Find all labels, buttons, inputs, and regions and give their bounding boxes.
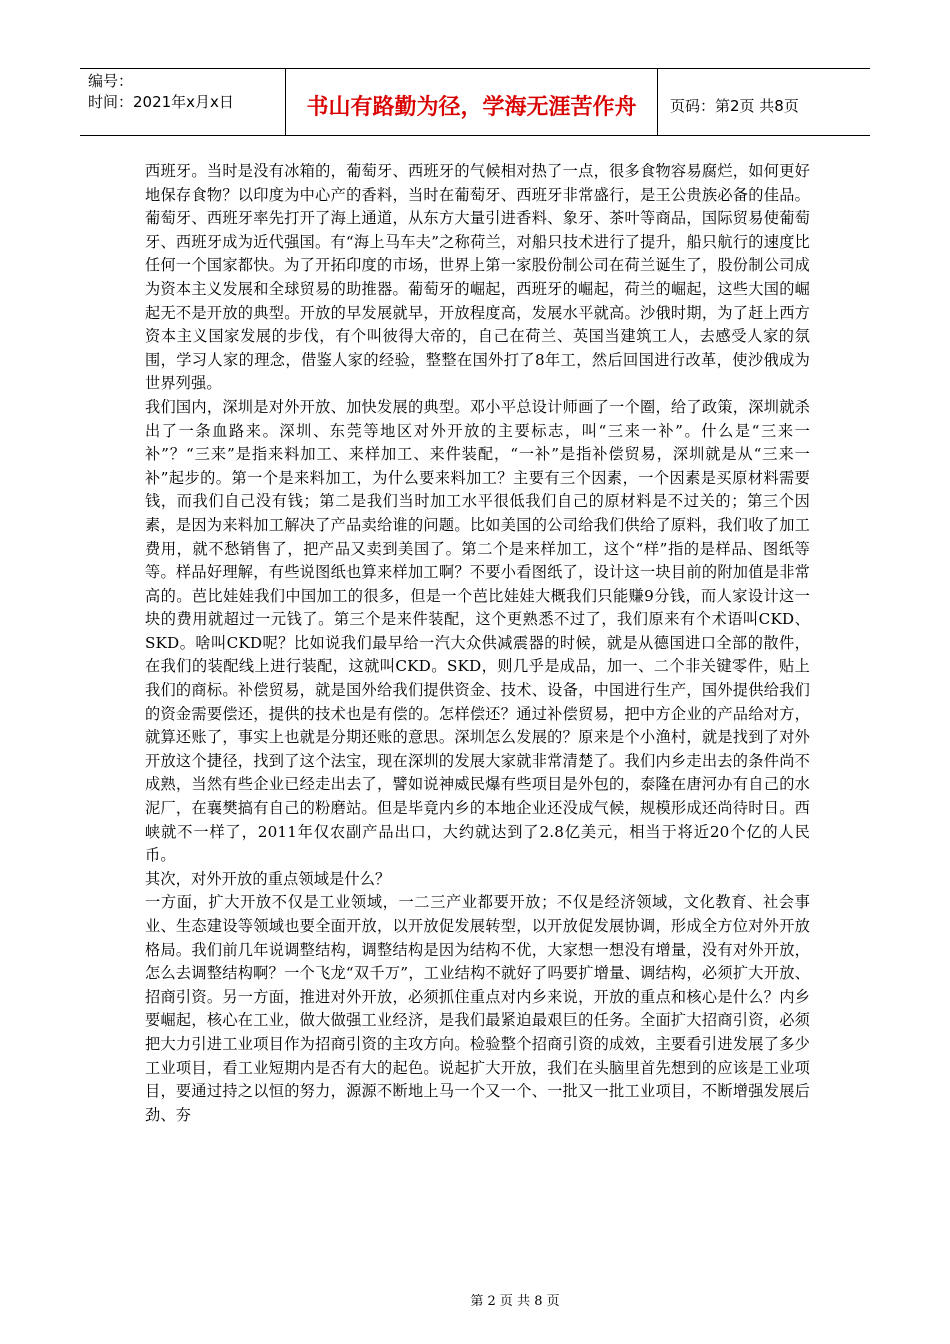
header-meta: [80, 69, 286, 135]
body-paragraph: 一方面，扩大开放不仅是工业领域，一二三产业都要开放；不仅是经济领域，文化教育、社会事业、生态建设等领域也要全面开放，以开放促发展转型，以开放促发展协调，形成全方位对外开放格局。我们前几年说调整结构，调整结构是因为结构不优，大家想一想没有增量，没有对外开放，怎么去调整结构啊？一个飞龙“双千万”，工业结构不就好了吗要扩增量、调结构，必须扩大开放、招商引资。另一方面，推进对外开放，必须抓住重点对内乡来说，开放的重点和核心是什么？内乡要崛起，核心在工业，做大做强工业经济，是我们最紧迫最艰巨的任务。全面扩大招商引资，必须把大力引进工业项目作为招商引资的主攻方向。检验整个招商引资的成效，主要看引进发展了多少工业项目，看工业短期内是否有大的起色。说起扩大开放，我们在头脑里首先想到的应该是工业项目，要通过持之以恒的努力，源源不断地上马一个又一个、一批又一批工业项目，不断增强发展后劲、夯: [145, 893, 810, 1124]
document-body: [145, 160, 810, 1127]
body-paragraph: 我们国内，深圳是对外开放、加快发展的典型。邓小平总设计师画了一个圈，给了政策，深圳就杀出了一条血路来。深圳、东莞等地区对外开放的主要标志，叫“三来一补”。什么是“三来一补”？“三来”是指来料加工、来样加工、来件装配，“一补”是指补偿贸易，深圳就是从“三来一补”起步的。第一个是来料加工，为什么要来料加工？主要有三个因素，一个因素是买原材料需要钱，而我们自己没有钱；第二是我们当时加工水平很低我们自己的原材料是不过关的；第三个因素，是因为来料加工解决了产品卖给谁的问题。比如美国的公司给我们供给了原料，我们收了加工费用，就不愁销售了，把产品又卖到美国了。第二个是来样加工，这个“样”指的是样品、图纸等等。样品好理解，有些说图纸也算来样加工啊？不要小看图纸了，设计这一块目前的附加值是非常高的。芭比娃娃我们中国加工的很多，但是一个芭比娃娃大概我们只能赚9分钱，而人家设计这一块的费用就超过一元钱了。第三个是来件装配，这个更熟悉不过了，我们原来有个术语叫CKD、SKD。啥叫CKD呢？比如说我们最早给一汽大众供减震器的时候，就是从德国进口全部的散件，在我们的装配线上进行装配，这就叫CKD。SKD，则几乎是成品，加一、二个非关键零件，贴上我们的商标。补偿贸易，就是国外给我们提供资金、技术、设备，中国进行生产，国外提供给我们的资金需要偿还，提供的技术也是有偿的。怎样偿还？通过补偿贸易，把中方企业的产品给对方，就算还账了，事实上也就是分期还账的意思。深圳怎么发展的？原来是个小渔村，就是找到了对外开放这个捷径，找到了这个法宝，现在深圳的发展大家就非常清楚了。我们内乡走出去的条件尚不成熟，当然有些企业已经走出去了，譬如说神威民爆有些项目是外包的，泰隆在唐河办有自己的水泥厂，在襄樊搞有自己的粉磨站。但是毕竟内乡的本地企业还没成气候，规模形成还尚待时日。西峡就不一样了，2011年仅农副产品出口，大约就达到了2.8亿美元，相当于将近20个亿的人民币。: [145, 397, 810, 865]
document-number-label: 编号：: [88, 72, 134, 90]
header-page-info: 页码：第2页 共8页: [670, 96, 799, 115]
header-motto: 书山有路勤为径，学海无涯苦作舟: [286, 69, 658, 135]
document-time-label: 时间：2021年x月x日: [88, 93, 234, 111]
body-paragraph: 其次，对外开放的重点领域是什么？: [145, 869, 391, 888]
page-header: [80, 68, 870, 136]
page-footer: 第 2 页 共 8 页: [470, 1294, 560, 1309]
body-paragraph: 西班牙。当时是没有冰箱的，葡萄牙、西班牙的气候相对热了一点，很多食物容易腐烂，如何更好地保存食物？以印度为中心产的香料，当时在葡萄牙、西班牙非常盛行，是王公贵族必备的佳品。葡萄牙、西班牙率先打开了海上通道，从东方大量引进香料、象牙、茶叶等商品，国际贸易使葡萄牙、西班牙成为近代强国。有“海上马车夫”之称荷兰，对船只技术进行了提升，船只航行的速度比任何一个国家都快。为了开拓印度的市场，世界上第一家股份制公司在荷兰诞生了，股份制公司成为资本主义发展和全球贸易的助推器。葡萄牙的崛起，西班牙的崛起，荷兰的崛起，这些大国的崛起无不是开放的典型。开放的早发展就早，开放程度高，发展水平就高。沙俄时期，为了赶上西方资本主义国家发展的步伐，有个叫彼得大帝的，自己在荷兰、英国当建筑工人，去感受人家的氛围，学习人家的理念，借鉴人家的经验，整整在国外打了8年工，然后回国进行改革，使沙俄成为世界列强。: [145, 162, 810, 393]
